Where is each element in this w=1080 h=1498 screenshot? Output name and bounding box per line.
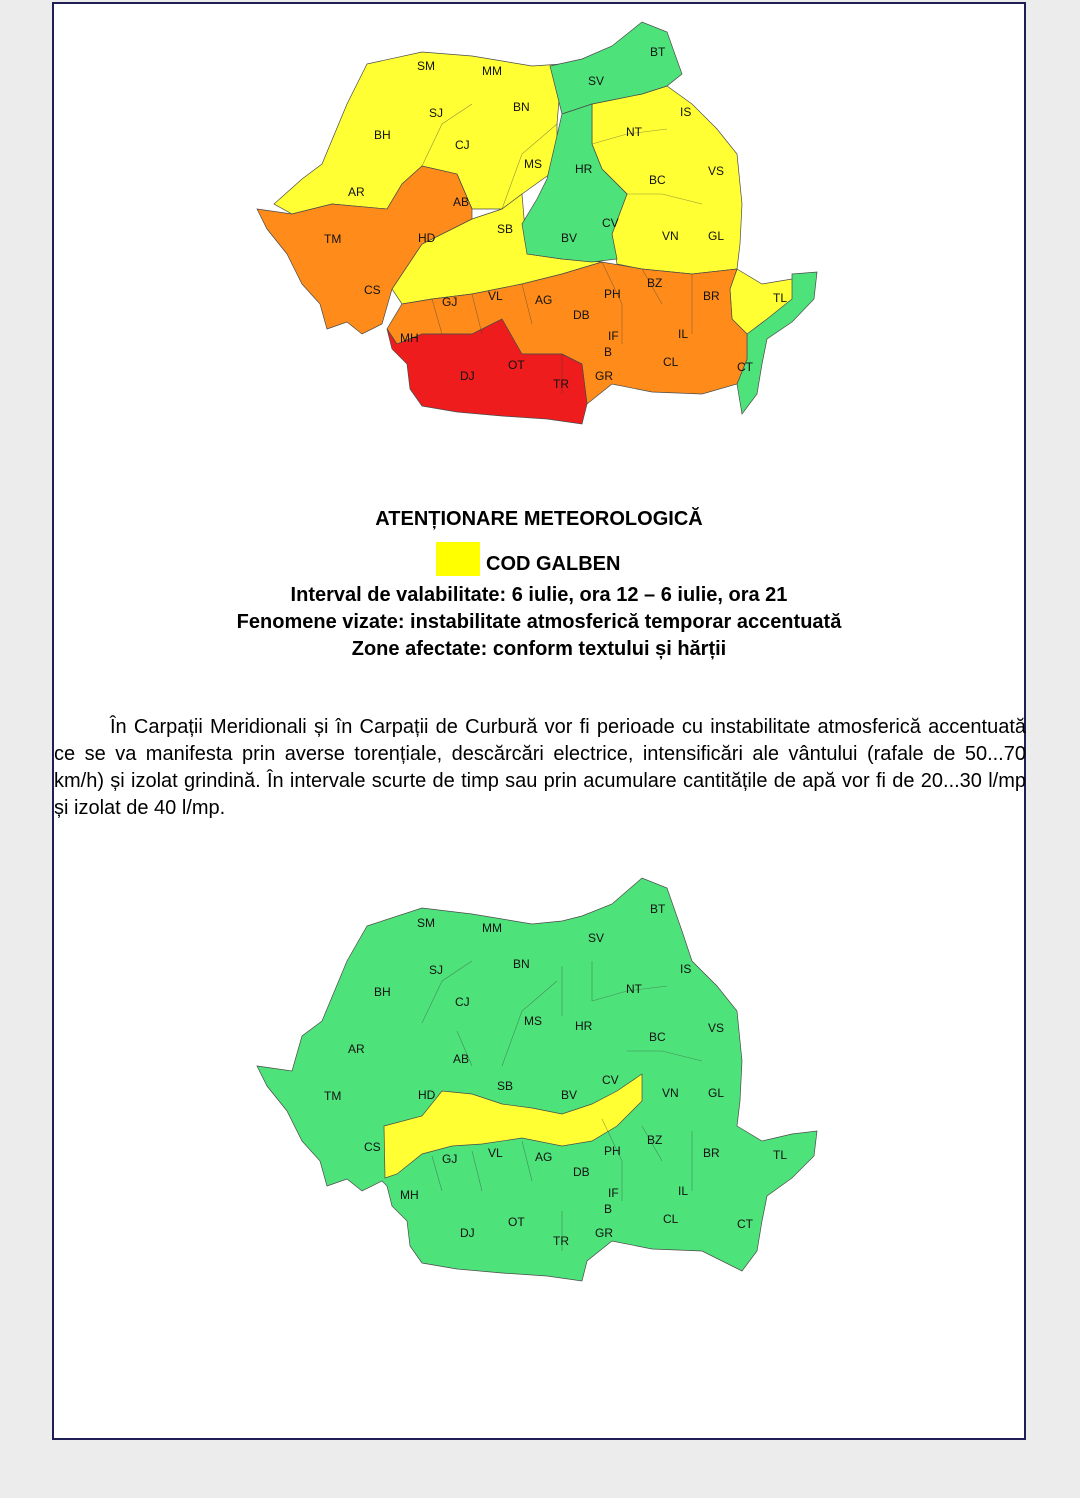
county-label-tl: TL (773, 291, 788, 305)
county-label-cl: CL (663, 355, 679, 369)
phenomena-line: Fenomene vizate: instabilitate atmosferică temporar accentuată (236, 611, 842, 633)
county-label-ms: MS (524, 157, 542, 171)
county-label-tr: TR (553, 1234, 569, 1248)
county-label-sj: SJ (429, 106, 444, 120)
county-label-sj: SJ (429, 963, 444, 977)
county-label-hd: HD (418, 1088, 436, 1102)
warning-body-text: În Carpații Meridionali și în Carpații de Curbură vor fi perioade cu instabilitate atmosferică accentuată ce se va manifesta prin averse torențiale, descărcări electrice, intensificări ale vântului (rafale de 50...70 km/h) și izolat grindină. În intervale scurte de timp sau prin acumulare cantitățile de apă vor fi de 20...30 l/mp și izolat de 40 l/mp. (54, 716, 1026, 819)
county-label-ct: CT (737, 1217, 753, 1231)
romania-map-top (54, 4, 1026, 444)
county-label-sb: SB (497, 1079, 514, 1093)
county-label-cs: CS (364, 283, 381, 297)
county-label-mh: MH (400, 1188, 419, 1202)
county-label-ag: AG (535, 293, 553, 307)
county-label-dj: DJ (460, 369, 475, 383)
county-label-bz: BZ (647, 1133, 663, 1147)
county-label-ph: PH (604, 1144, 621, 1158)
county-label-tm: TM (324, 232, 342, 246)
county-label-sm: SM (417, 59, 435, 73)
county-label-cj: CJ (455, 995, 470, 1009)
county-label-cv: CV (602, 1073, 619, 1087)
county-label-hr: HR (575, 1019, 593, 1033)
county-label-sv: SV (588, 931, 605, 945)
county-label-br: BR (703, 1146, 720, 1160)
county-label-vn: VN (662, 1086, 679, 1100)
region-green-country (257, 878, 817, 1281)
county-label-ag: AG (535, 1150, 553, 1164)
document-page (52, 2, 1026, 1440)
county-label-il: IL (678, 327, 689, 341)
county-label-sm: SM (417, 916, 435, 930)
romania-map-bottom (54, 876, 1026, 1286)
county-label-mh: MH (400, 331, 419, 345)
county-label-hr: HR (575, 162, 593, 176)
county-label-tm: TM (324, 1089, 342, 1103)
county-label-db: DB (573, 308, 590, 322)
county-label-cs: CS (364, 1140, 381, 1154)
county-label-il: IL (678, 1184, 689, 1198)
yellow-code-swatch (436, 542, 480, 576)
county-label-cj: CJ (455, 138, 470, 152)
county-label-vl: VL (488, 289, 503, 303)
county-label-mm: MM (482, 921, 502, 935)
county-label-gl: GL (708, 1086, 725, 1100)
county-label-gr: GR (595, 1226, 613, 1240)
county-label-bv: BV (561, 1088, 578, 1102)
county-label-is: IS (680, 105, 692, 119)
county-label-gj: GJ (442, 295, 458, 309)
county-label-ot: OT (508, 358, 525, 372)
county-label-nt: NT (626, 125, 642, 139)
county-label-bh: BH (374, 985, 391, 999)
county-label-ms: MS (524, 1014, 542, 1028)
county-label-vl: VL (488, 1146, 503, 1160)
county-label-gj: GJ (442, 1152, 458, 1166)
county-label-gr: GR (595, 369, 613, 383)
county-label-ct: CT (737, 360, 753, 374)
county-label-vs: VS (708, 164, 725, 178)
county-label-ab: AB (453, 1052, 470, 1066)
county-label-if: IF (608, 329, 619, 343)
county-label-bv: BV (561, 231, 578, 245)
county-label-db: DB (573, 1165, 590, 1179)
county-label-vn: VN (662, 229, 679, 243)
county-label-tr: TR (553, 377, 569, 391)
county-label-is: IS (680, 962, 692, 976)
county-label-ab: AB (453, 195, 470, 209)
county-label-ar: AR (348, 185, 365, 199)
county-label-dj: DJ (460, 1226, 475, 1240)
county-label-nt: NT (626, 982, 642, 996)
county-label-mm: MM (482, 64, 502, 78)
county-label-bt: BT (650, 45, 666, 59)
validity-interval: Interval de valabilitate: 6 iulie, ora 12 – 6 iulie, ora 21 (290, 584, 788, 606)
county-label-ph: PH (604, 287, 621, 301)
county-label-gl: GL (708, 229, 725, 243)
county-label-bz: BZ (647, 276, 663, 290)
county-label-bn: BN (513, 957, 530, 971)
county-label-bn: BN (513, 100, 530, 114)
county-label-b: B (604, 345, 613, 359)
affected-zones-line: Zone afectate: conform textului și hărții (351, 638, 727, 660)
county-label-bt: BT (650, 902, 666, 916)
county-label-br: BR (703, 289, 720, 303)
warning-title: ATENȚIONARE METEOROLOGICĂ (375, 508, 703, 530)
county-label-ot: OT (508, 1215, 525, 1229)
county-label-bc: BC (649, 1030, 666, 1044)
county-label-vs: VS (708, 1021, 725, 1035)
county-label-bc: BC (649, 173, 666, 187)
county-label-b: B (604, 1202, 613, 1216)
warning-code-row (54, 542, 1024, 576)
county-label-hd: HD (418, 231, 436, 245)
county-label-bh: BH (374, 128, 391, 142)
county-label-cv: CV (602, 216, 619, 230)
county-label-tl: TL (773, 1148, 788, 1162)
county-label-ar: AR (348, 1042, 365, 1056)
county-label-sv: SV (588, 74, 605, 88)
county-label-if: IF (608, 1186, 619, 1200)
county-label-cl: CL (663, 1212, 679, 1226)
warning-code-label: COD GALBEN (486, 553, 621, 575)
county-label-sb: SB (497, 222, 514, 236)
